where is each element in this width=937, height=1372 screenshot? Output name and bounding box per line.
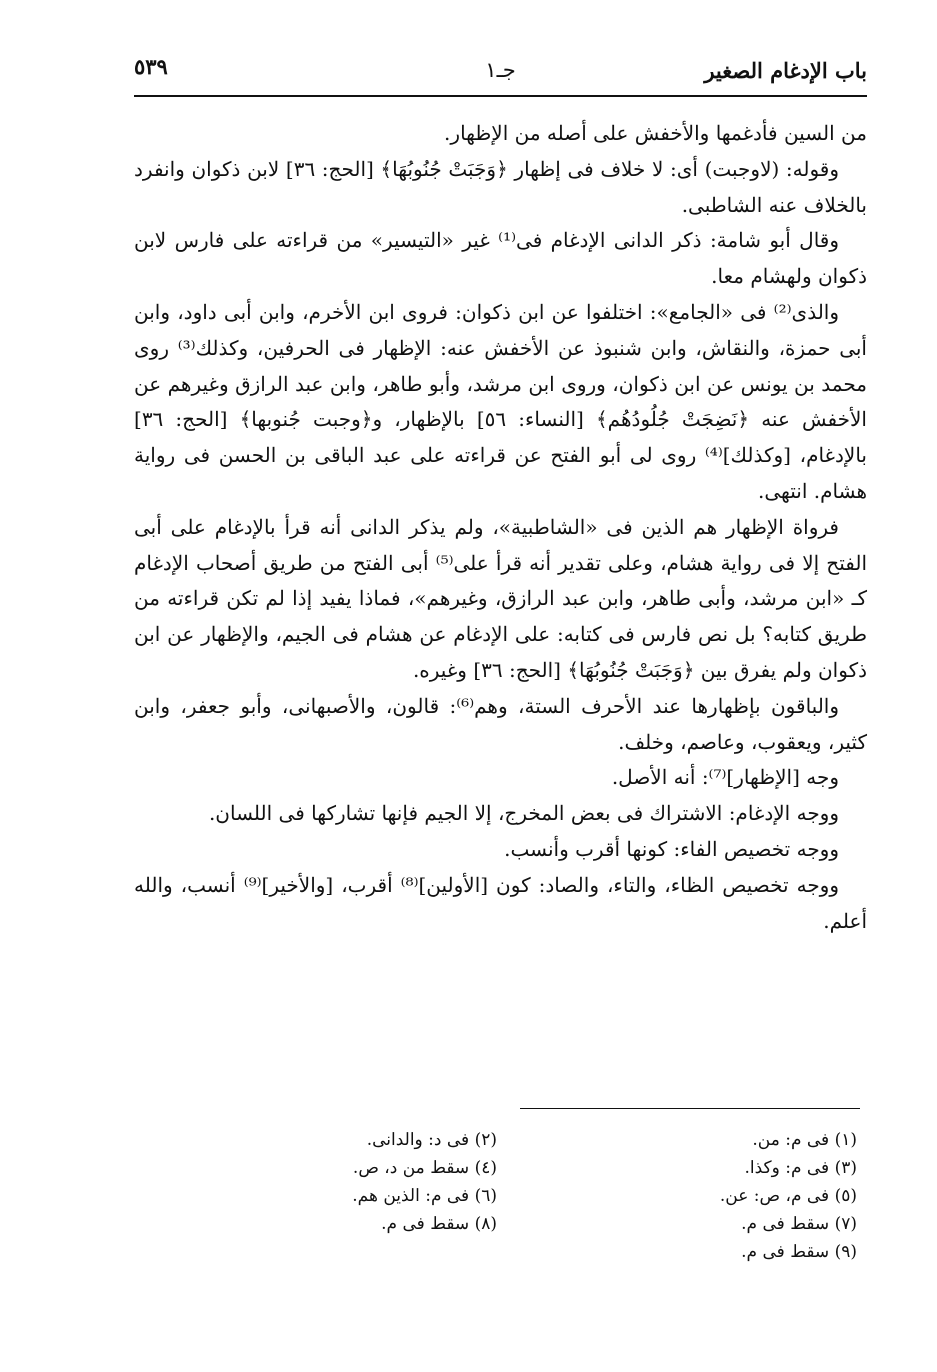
paragraph: ووجه الإدغام: الاشتراك فى بعض المخرج، إلا الجيم فإنها تشاركها فى اللسان.: [208, 801, 839, 826]
volume-label: جـ١: [485, 58, 516, 82]
paragraph: فرواة الإظهار هم الذين فى «الشاطبية»، ولم يذكر الدانى أنه قرأ بالإدغام على أبى الفتح إلا فى رواية هشام، وعلى تقدير أنه قرأ على⁽⁵⁾ أبى الفتح من طريق أصحاب الإدغام كـ «ابن مرشد، وأبى طاهر، وابن عبد الرازق، وغيرهم»، فماذا يفيد إذا لم تكن قراءته من طريق كتابه؟ بل نص فارس فى كتابه: على الإدغام عن هشام فى الجيم، والإظهار عن ابن ذكوان ولم يفرق بين ﴿وَجَبَتْ جُنُوبُهَا﴾ [الحج: ٣٦] وغيره.: [134, 514, 868, 682]
paragraph: ووجه تخصيص الفاء: كونها أقرب وأنسب.: [504, 836, 839, 861]
chapter-title: باب الإدغام الصغير: [704, 58, 867, 83]
footnote: (٩) سقط فى م.: [741, 1242, 857, 1262]
footnote: (٢) فى د: والدانى.: [366, 1130, 497, 1150]
paragraph: وجه [الإظهار]⁽⁷⁾: أنه الأصل.: [611, 765, 839, 790]
footnote-divider: [520, 1108, 860, 1109]
footnote: (١) فى م: من.: [752, 1130, 857, 1150]
paragraph: من السين فأدغمها والأخفش على أصله من الإظهار.: [444, 121, 867, 145]
header-divider: [134, 95, 867, 97]
page-number: ٥٣٩: [134, 54, 168, 79]
footnotes-column-right: [527, 1126, 857, 1266]
footnote: (٦) فى م: الذين هم.: [352, 1186, 497, 1206]
paragraph: والباقون بإظهارها عند الأحرف الستة، وهم⁽⁶⁾: قالون، والأصبهانى، وأبو جعفر، وابن كثير، ويعقوب، وعاصم، وخلف.: [134, 693, 867, 754]
footnote: (٥) فى م، ص: عن.: [719, 1186, 857, 1206]
footnote: (٣) فى م: وكذا.: [744, 1158, 857, 1178]
footnote: (٨) سقط فى م.: [381, 1214, 497, 1234]
paragraph: ووجه تخصيص الظاء، والتاء، والصاد: كون [الأولين]⁽⁸⁾ أقرب، [والأخير]⁽⁹⁾ أنسب، والله أعلم.: [134, 872, 867, 933]
footnote: (٧) سقط فى م.: [741, 1214, 857, 1234]
paragraph: والذى⁽²⁾ فى «الجامع»: اختلفوا عن ابن ذكوان: فروى ابن الأخرم، وابن أبى داود، وابن أبى حمزة، والنقاش، وابن شنبوذ عن الأخفش عنه: الإظهار فى الحرفين، وكذلك⁽³⁾ روى محمد بن يونس عن ابن ذكوان، وروى ابن مرشد، وأبو طاهر، وابن عبد الرازق وغيرهم عن الأخفش عنه ﴿نَضِجَتْ جُلُودُهُم﴾ [النساء: ٥٦] بالإظهار، و﴿وجبت جُنوبها﴾ [الحج: ٣٦] بالإدغام، [وكذلك]⁽⁴⁾ روى لى أبو الفتح عن قراءته على عبد الباقى بن الحسن فى رواية هشام. انتهى.: [134, 299, 867, 503]
footnotes-column-left: [167, 1126, 497, 1238]
main-text: [134, 116, 867, 939]
paragraph: وقال أبو شامة: ذكر الدانى الإدغام فى⁽¹⁾ غير «التيسير» من قراءته على فارس لابن ذكوان ولهشام معا.: [134, 228, 867, 289]
footnote: (٤) سقط من د، ص.: [352, 1158, 497, 1178]
paragraph: وقوله: (لاوجبت) أى: لا خلاف فى إظهار ﴿وَجَبَتْ جُنُوبُهَا﴾ [الحج: ٣٦] لابن ذكوان وانفرد بالخلاف عنه الشاطبى.: [134, 156, 867, 217]
page-header: [134, 50, 867, 94]
